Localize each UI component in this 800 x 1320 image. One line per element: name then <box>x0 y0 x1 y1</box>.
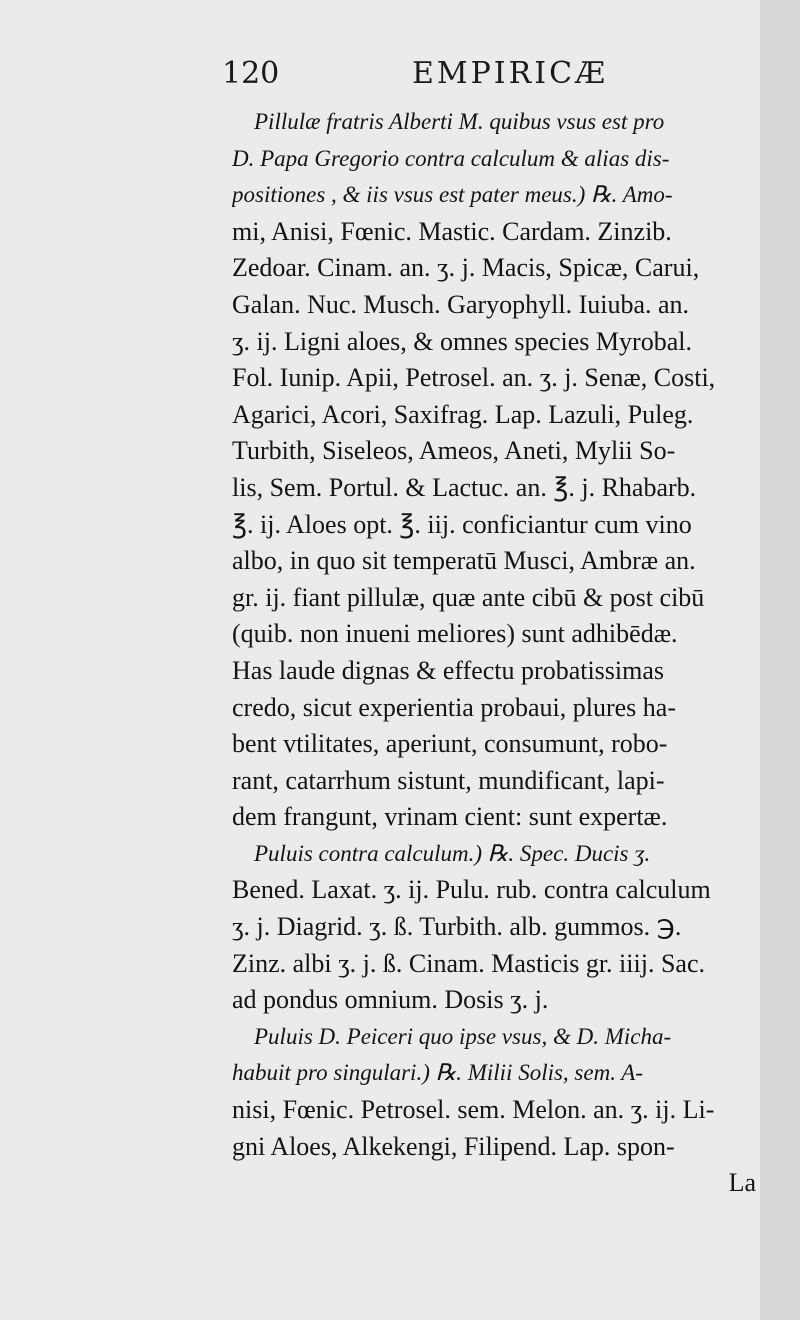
body-text <box>232 104 760 1202</box>
text-line: La <box>728 1168 756 1198</box>
text-line: ad pondus omnium. Dosis ʒ. j. <box>232 985 549 1015</box>
text-line: ℥. ij. Aloes opt. ℥. iij. conficiantur cum vino <box>232 509 692 539</box>
text-line: Galan. Nuc. Musch. Garyophyll. Iuiuba. an. <box>232 289 690 319</box>
text-line: mi, Anisi, Fœnic. Mastic. Cardam. Zinzib. <box>232 216 672 246</box>
text-line: bent vtilitates, aperiunt, consumunt, robo- <box>232 729 668 759</box>
text-line: Zinz. albi ʒ. j. ß. Cinam. Masticis gr. iiij. Sac. <box>232 948 705 978</box>
text-line: Turbith, Siseleos, Ameos, Aneti, Mylii So- <box>232 436 676 466</box>
text-line: ʒ. j. Diagrid. ʒ. ß. Turbith. alb. gummos. ℈. <box>232 912 682 942</box>
text-line: (quib. non inueni meliores) sunt adhibēdæ. <box>232 619 678 649</box>
text-line: ʒ. ij. Ligni aloes, & omnes species Myrobal. <box>232 326 692 356</box>
page-number: 120 <box>222 56 280 91</box>
text-line: Puluis contra calculum.) ℞. Spec. Ducis ʒ. <box>254 840 651 866</box>
text-line: positiones , & iis vsus est pater meus.) ℞. Amo- <box>232 182 673 208</box>
text-line: Pillulæ fratris Alberti M. quibus vsus est pro <box>254 109 665 134</box>
text-line: Agarici, Acori, Saxifrag. Lap. Lazuli, Puleg. <box>232 399 694 429</box>
text-line: gr. ij. fiant pillulæ, quæ ante cibū & post cibū <box>232 582 705 612</box>
text-line: credo, sicut experientia probaui, plures ha- <box>232 692 676 722</box>
text-line: Has laude dignas & effectu probatissimas <box>232 655 665 685</box>
text-line: rant, catarrhum sistunt, mundificant, lapi- <box>232 765 665 795</box>
text-line: gni Aloes, Alkekengi, Filipend. Lap. spon- <box>232 1131 675 1161</box>
running-title: EMPIRICÆ <box>412 56 609 91</box>
text-line: Fol. Iunip. Apii, Petrosel. an. ʒ. j. Senæ, Costi, <box>232 363 716 393</box>
page-edge <box>760 0 800 1320</box>
page-header <box>222 56 742 96</box>
text-line: dem frangunt, vrinam cient: sunt expertæ. <box>232 802 668 832</box>
text-line: habuit pro singulari.) ℞. Milii Solis, sem. A- <box>232 1060 643 1086</box>
text-line: Bened. Laxat. ʒ. ij. Pulu. rub. contra calculum <box>232 875 711 905</box>
text-line: D. Papa Gregorio contra calculum & alias dis- <box>232 145 670 171</box>
text-line: Zedoar. Cinam. an. ʒ. j. Macis, Spicæ, Carui, <box>232 253 700 283</box>
text-line: lis, Sem. Portul. & Lactuc. an. ℥. j. Rhabarb. <box>232 472 697 502</box>
text-line: albo, in quo sit temperatū Musci, Ambræ an. <box>232 546 696 576</box>
text-line: Puluis D. Peiceri quo ipse vsus, & D. Micha- <box>254 1023 672 1049</box>
text-line: nisi, Fœnic. Petrosel. sem. Melon. an. ʒ. ij. Li- <box>232 1095 715 1125</box>
